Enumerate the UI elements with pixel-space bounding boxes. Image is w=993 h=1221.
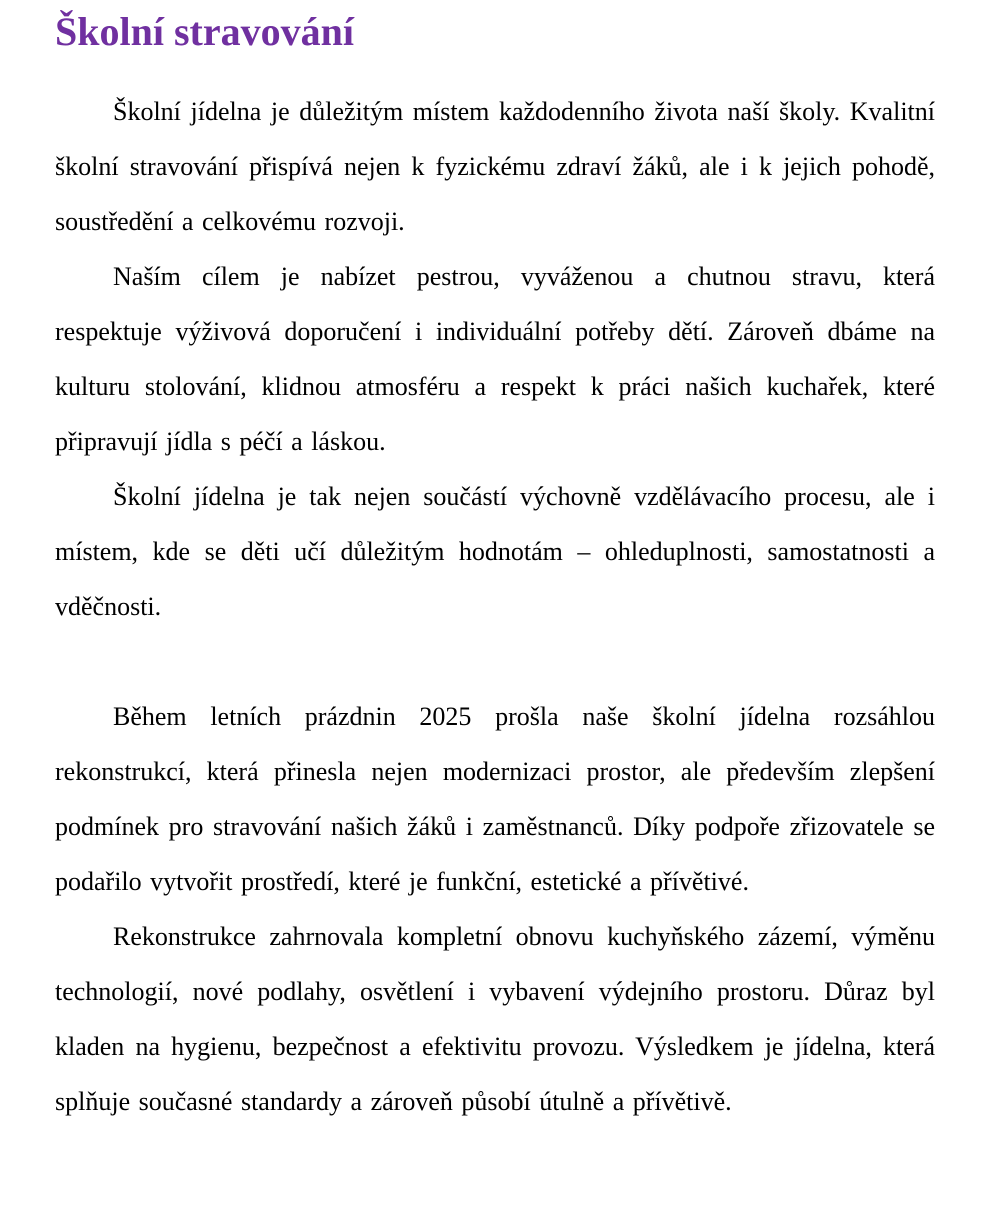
paragraph-goals: Naším cílem je nabízet pestrou, vyváženou a chutnou stravu, která respektuje výživová doporučení i individuální potřeby dětí. Zároveň dbáme na kulturu stolování, klidnou atmosféru a respekt k práci našich kuchařek, které připravují jídla s péčí a láskou.: [55, 262, 935, 456]
paragraph-reconstruction-intro: Během letních prázdnin 2025 prošla naše školní jídelna rozsáhlou rekonstrukcí, která přinesla nejen modernizaci prostor, ale především zlepšení podmínek pro stravování našich žáků i zaměstnanců. Díky podpoře zřizovatele se podařilo vytvořit prostředí, které je funkční, estetické a přívětivé.: [55, 702, 935, 896]
paragraph-values: Školní jídelna je tak nejen součástí výchovně vzdělávacího procesu, ale i místem, kde se děti učí důležitým hodnotám – ohleduplnosti, samostatnosti a vděčnosti.: [55, 482, 935, 621]
page-title: Školní stravování: [55, 9, 354, 54]
paragraph-reconstruction-details: Rekonstrukce zahrnovala kompletní obnovu kuchyňského zázemí, výměnu technologií, nové podlahy, osvětlení i vybavení výdejního prostoru. Důraz byl kladen na hygienu, bezpečnost a efektivitu provozu. Výsledkem je jídelna, která splňuje současné standardy a zároveň působí útulně a přívětivě.: [55, 922, 935, 1116]
paragraph-spacer: [55, 634, 935, 689]
paragraph-intro: Školní jídelna je důležitým místem každodenního života naší školy. Kvalitní školní stravování přispívá nejen k fyzickému zdraví žáků, ale i k jejich pohodě, soustředění a celkovému rozvoji.: [55, 97, 935, 236]
